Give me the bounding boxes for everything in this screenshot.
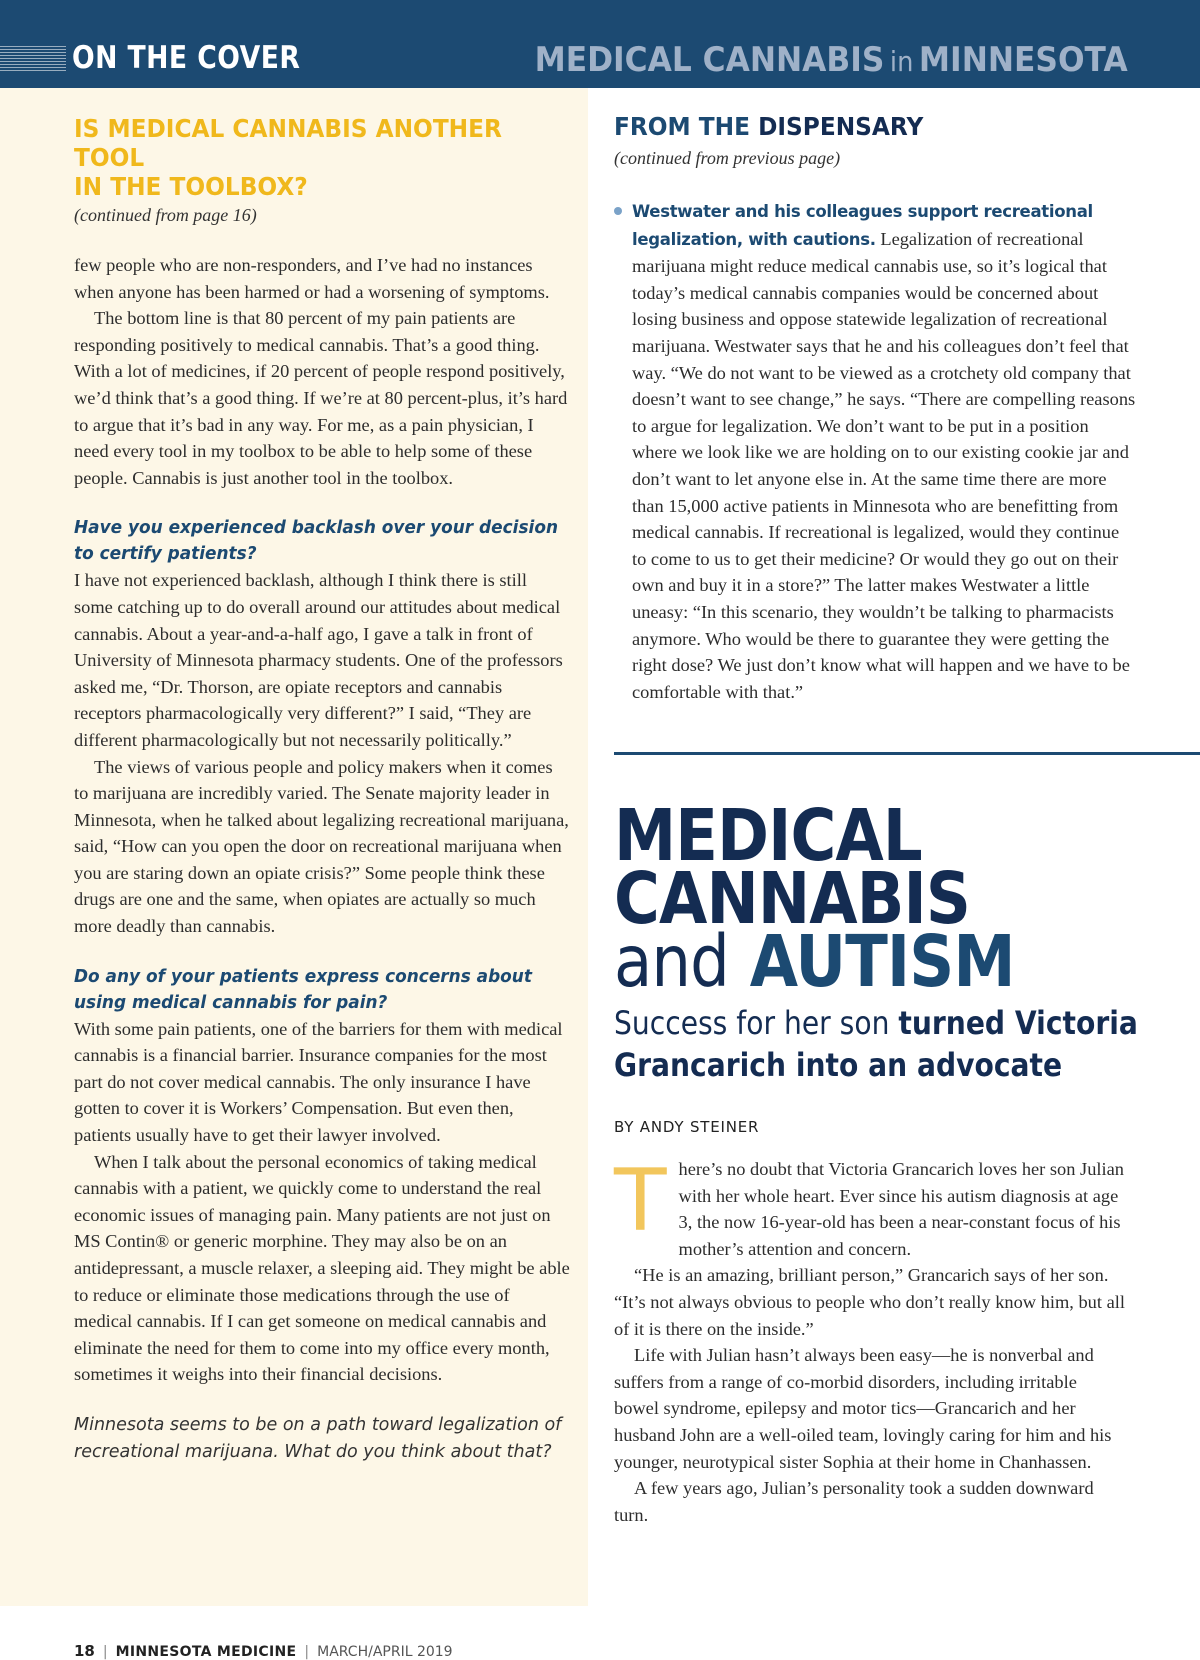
series-title-part1: MEDICAL CANNABIS <box>534 40 885 80</box>
page-footer <box>74 1642 453 1660</box>
article-para-4: A few years ago, Julian’s personality took a sudden downward turn. <box>614 1478 1094 1525</box>
left-para-4: The views of various people and policy makers when it comes to marijuana are incredibly varied. The Senate majority leader in Minnesota, when he talked about legalizing recreational marijuana, said, “How can you open the door on recreational marijuana when you are staring down an opiate crisis?” Some people think these drugs are one and the same, when opiates are actually so much more deadly than cannabis. <box>74 756 569 937</box>
left-body-3 <box>74 1016 570 1388</box>
left-body-2 <box>74 567 570 939</box>
bullet-body: Legalization of recreational marijuana might reduce medical cannabis use, so it’s logical that today’s medical cannabis companies would be concerned about losing business and oppose statewide legalization of recreational marijuana. Westwater says that he and his colleagues don’t feel that way. “We do not want to be viewed as a crotchety old company that doesn’t want to see change,” he says. “There are compelling reasons to argue for legalization. We don’t want to be put in a position where we look like we are holding on to our existing cookie jar and don’t want to let anyone else in. At the same time there are more than 15,000 active patients in Minnesota who are benefitting from medical cannabis. If recreational is legalized, would they continue to come to us to get their medicine? Or would they go out on their own and buy it in a store?” The latter makes Westwater a little uneasy: “In this scenario, they wouldn’t be talking to pharmacists anymore. Who would be there to guarantee they were getting the right dose? We just don’t know what will happen and we have to be comfortable with that.” <box>632 228 1136 702</box>
bullet-dot-icon <box>614 207 622 215</box>
page-number: 18 <box>74 1642 95 1660</box>
article-headline <box>614 794 1015 1003</box>
left-para-3: I have not experienced backlash, although I think there is still some catching up to do overall around our attitudes about medical cannabis. About a year-and-a-half ago, I gave a talk in front of University of Minnesota pharmacy students. One of the professors asked me, “Dr. Thorson, are opiate receptors and cannabis receptors pharmacologically very different?” I said, “They are different pharmacologically but not necessarily politically.” <box>74 570 563 750</box>
article-para-1: here’s no doubt that Victoria Grancarich loves her son Julian with her whole heart. Ever since his autism diagnosis at age 3, the now 16-year-old has been a near-constant focus of his mother’s attention and concern. <box>678 1159 1124 1259</box>
article-subtitle <box>614 1002 1177 1086</box>
dispensary-section-title <box>614 112 923 141</box>
section-label: ON THE COVER <box>72 40 301 76</box>
series-title <box>535 40 1128 80</box>
page-header-band <box>0 0 1200 88</box>
article-para-3: Life with Julian hasn’t always been easy—he is nonverbal and suffers from a range of co-morbid disorders, including irritable bowel syndrome, epilepsy and motor tics—Grancarich and her husband John are a well-oiled team, lovingly caring for him and his younger, neurotypical sister Sophia at their home in Chanhassen. <box>614 1345 1112 1472</box>
headline-line3 <box>614 920 1015 1003</box>
left-section-title <box>74 114 576 201</box>
issue-date: MARCH/APRIL 2019 <box>317 1644 453 1660</box>
left-body <box>74 252 570 491</box>
left-para-6: When I talk about the personal economics of taking medical cannabis with a patient, we quickly come to understand the real economic issues of managing pain. Many patients are not just on MS Contin® or generic morphine. They may also be on an antidepressant, a muscle relaxer, a sleeping aid. They might be able to reduce or eliminate those medications through the use of medical cannabis. If I can get someone on medical cannabis and eliminate the need for them to come into my office every month, sometimes it weighs into their financial decisions. <box>74 1151 570 1385</box>
bullet-lead: Westwater and his colleagues support recreational legalization, with cautions. <box>632 202 1093 249</box>
bullet-text <box>632 198 1138 705</box>
headline-line1: MEDICAL <box>614 794 922 877</box>
dispensary-title-part1: FROM THE <box>614 112 750 141</box>
series-title-part2: MINNESOTA <box>919 40 1128 80</box>
section-divider <box>614 752 1200 755</box>
question-heading-1: Have you experienced backlash over your decision to certify patients? <box>74 517 559 565</box>
footer-separator: | <box>102 1644 108 1660</box>
question-heading-3: Minnesota seems to be on a path toward legalization of recreational marijuana. What do you think about that? <box>74 1414 562 1462</box>
dispensary-continued-note: (continued from previous page) <box>614 148 841 168</box>
article-body <box>614 1151 1126 1528</box>
headline-and: and <box>614 920 729 1003</box>
left-para-5: With some pain patients, one of the barriers for them with medical cannabis is a financial barrier. Insurance companies for the most part do not cover medical cannabis. The only insurance I have gotten to cover it is Workers’ Compensation. But even then, patients usually have to get their lawyer involved. <box>74 1018 563 1146</box>
subtitle-bold: turned Victoria Grancarich into an advocate <box>614 1004 1138 1084</box>
footer-separator: | <box>304 1644 310 1660</box>
question-heading-2: Do any of your patients express concerns about using medical cannabis for pain? <box>74 965 532 1013</box>
drop-cap: T <box>614 1151 667 1251</box>
magazine-name: MINNESOTA MEDICINE <box>115 1644 297 1660</box>
headline-line2: CANNABIS <box>614 857 970 940</box>
byline: BY ANDY STEINER <box>614 1118 760 1136</box>
header-dot-pattern <box>0 46 66 72</box>
article-para-2: “He is an amazing, brilliant person,” Grancarich says of her son. “It’s not always obvious to people who don’t really know him, but all of it is there on the inside.” <box>614 1265 1125 1339</box>
headline-autism: AUTISM <box>749 920 1015 1003</box>
left-continued-note: (continued from page 16) <box>74 205 257 225</box>
left-column <box>0 88 588 1660</box>
series-title-in: in <box>890 45 914 78</box>
left-para-1: few people who are non-responders, and I’ve had no instances when anyone has been harmed or had a worsening of symptoms. <box>74 255 550 302</box>
left-para-2: The bottom line is that 80 percent of my pain patients are responding positively to medical cannabis. That’s a good thing. With a lot of medicines, if 20 percent of people respond positively, we’d think that’s a good thing. If we’re at 80 percent-plus, it’s hard to argue that it’s bad in any way. For me, as a pain physician, I need every tool in my toolbox to be able to help some of these people. Cannabis is just another tool in the toolbox. <box>74 308 568 488</box>
dispensary-title-part2: DISPENSARY <box>758 112 924 141</box>
left-column-content <box>74 114 570 1466</box>
left-title-line1: IS MEDICAL CANNABIS ANOTHER TOOL <box>74 114 502 172</box>
left-title-line2: IN THE TOOLBOX? <box>74 172 308 201</box>
subtitle-light: Success for her son <box>614 1004 890 1042</box>
